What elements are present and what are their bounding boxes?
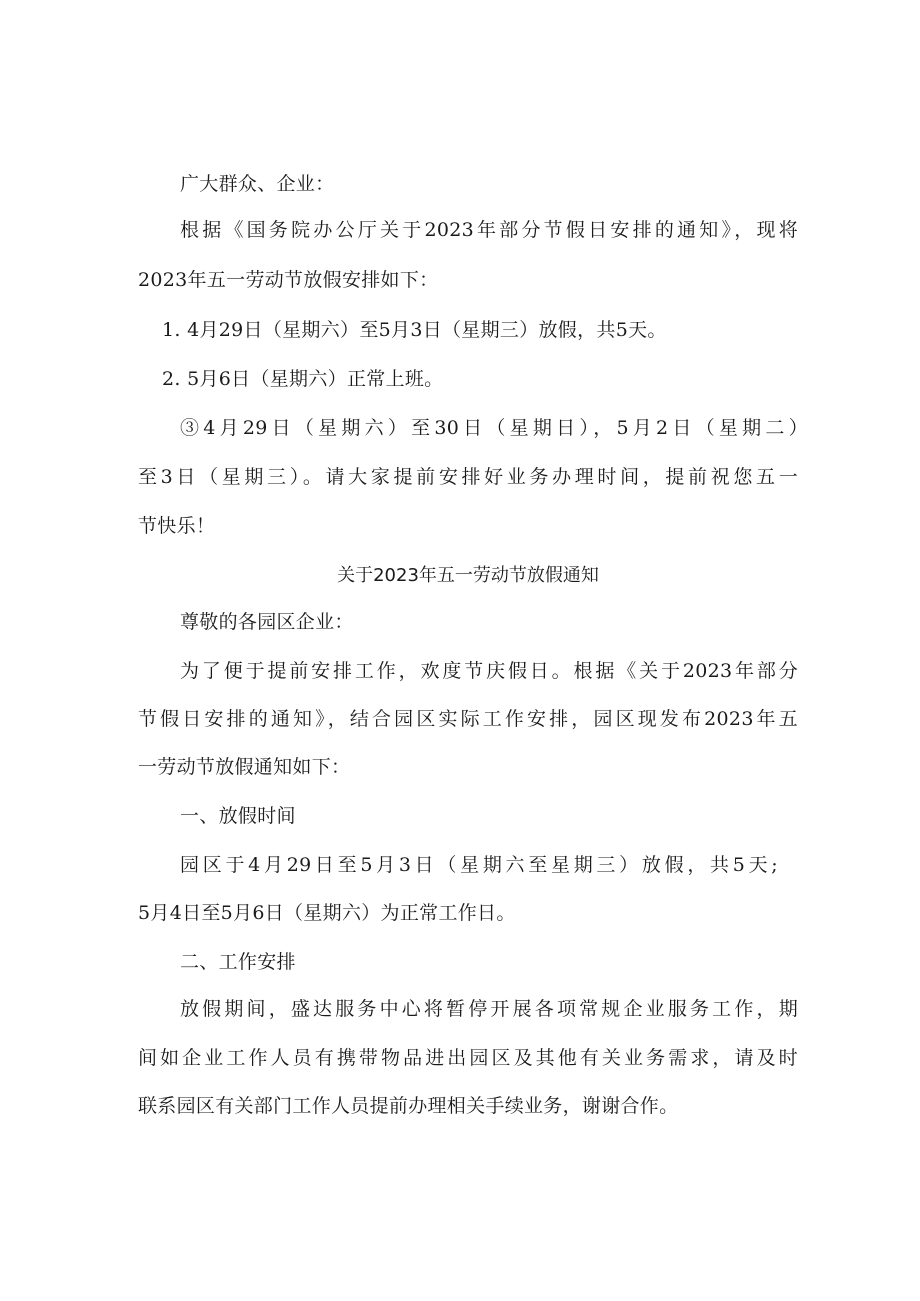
notice1-salutation: 广大群众、企业： xyxy=(180,173,335,195)
notice1-item3-line1: ③4月29日（星期六）至30日（星期日），5月2日（星期二） xyxy=(180,417,808,439)
section1-line1: 园区于4月29日至5月3日（星期六至星期三）放假，共5天; xyxy=(180,854,778,876)
notice1-item1: 1. 4月29日（星期六）至5月3日（星期三）放假，共5天。 xyxy=(162,319,667,341)
notice1-item3-line2: 至3日（星期三）。请大家提前安排好业务办理时间，提前祝您五一 xyxy=(138,466,798,488)
notice2-title: 关于2023年五一劳动节放假通知 xyxy=(337,565,599,586)
notice2-intro-line1: 为了便于提前安排工作，欢度节庆假日。根据《关于2023年部分 xyxy=(180,660,798,682)
section2-line1: 放假期间，盛达服务中心将暂停开展各项常规企业服务工作，期 xyxy=(180,998,798,1020)
notice1-intro-line1: 根据《国务院办公厅关于2023年部分节假日安排的通知》，现将 xyxy=(180,219,798,241)
section2-line3: 联系园区有关部门工作人员提前办理相关手续业务，谢谢合作。 xyxy=(138,1095,679,1117)
section1-line2: 5月4日至5月6日（星期六）为正常工作日。 xyxy=(138,902,516,924)
notice1-item3-line3: 节快乐！ xyxy=(138,515,216,537)
notice2-intro-line3: 一劳动节放假通知如下： xyxy=(138,756,351,778)
notice2-salutation: 尊敬的各园区企业： xyxy=(180,611,354,633)
section2-heading: 二、工作安排 xyxy=(180,951,296,973)
section2-line2: 间如企业工作人员有携带物品进出园区及其他有关业务需求，请及时 xyxy=(138,1047,798,1069)
notice2-intro-line2: 节假日安排的通知》，结合园区实际工作安排，园区现发布2023年五 xyxy=(138,708,798,730)
section1-heading: 一、放假时间 xyxy=(180,805,296,827)
notice1-intro-line2: 2023年五一劳动节放假安排如下： xyxy=(138,269,439,291)
notice1-item2: 2. 5月6日（星期六）正常上班。 xyxy=(162,368,444,390)
